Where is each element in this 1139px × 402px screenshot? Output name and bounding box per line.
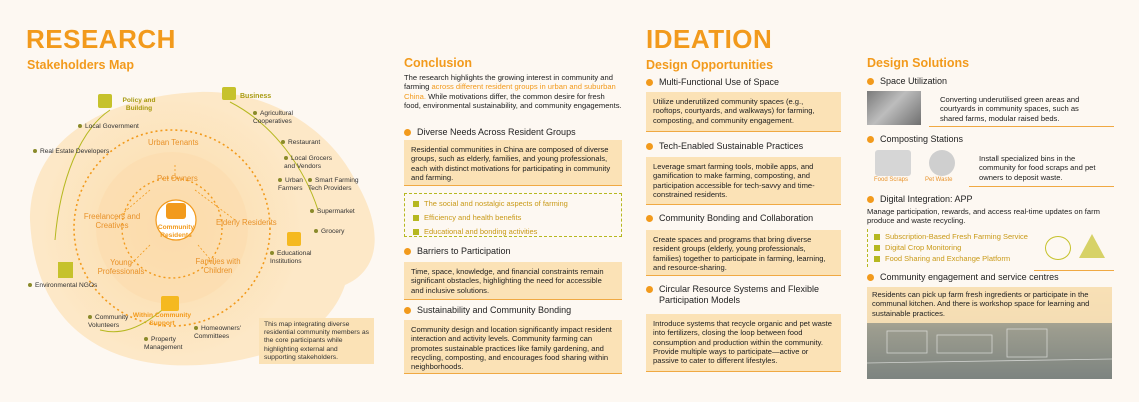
local-government: Local Government	[78, 123, 139, 130]
space-heading: Space Utilization	[867, 76, 947, 86]
food-scraps-icon	[875, 150, 911, 176]
real-estate: Real Estate Developers	[33, 148, 109, 155]
homeowners-committees: Homeowners' Committees	[194, 325, 242, 340]
ring-pet-owners: Pet Owners	[157, 174, 198, 183]
conclusion-card-2: Time, space, knowledge, and financial constraints remain significant obstacles, highlighting the need for accessible and inclusive solutions.	[404, 262, 622, 300]
network-icon	[1045, 236, 1071, 260]
app-divider	[1034, 270, 1114, 271]
urban-farmers: Urban Farmers	[278, 177, 303, 192]
conclusion-heading-2: Barriers to Participation	[404, 246, 511, 256]
opp-card-1: Utilize underutilized community spaces (e.g., rooftops, courtyards, and walkways) for farming, composting, and community engagement.	[646, 92, 841, 132]
conclusion-card-3: Community design and location significantly impact resident interaction and activity levels. Community farming can promotes sustainable practices like family gardening, and recycling, composting, and encourages food sharing within neighborhoods.	[404, 320, 622, 374]
app-heading: Digital Integration: APP	[867, 194, 973, 204]
ring-young: Young Professionals	[97, 258, 145, 276]
business-label: Business	[240, 93, 272, 100]
app-feature-list	[867, 229, 1037, 267]
food-scraps-label: Food Scraps	[874, 177, 909, 183]
house-icon	[166, 203, 186, 219]
env-ngos: Environmental NGOs	[28, 282, 97, 289]
agri-coop: Agricultural Cooperatives	[253, 110, 293, 125]
city-building-icon	[58, 262, 73, 278]
conclusion-card-1: Residential communities in China are composed of diverse groups, such as elderly, families, and young professionals, each with distinct motivations for participating in community and farming.	[404, 140, 622, 186]
conclusion-title: Conclusion	[404, 56, 473, 70]
app-text: Manage participation, rewards, and access real-time updates on farm produce and waste recycling.	[867, 207, 1100, 226]
opp-heading-1: Multi-Functional Use of Space	[646, 77, 779, 87]
grocery: Grocery	[314, 228, 344, 235]
conclusion-heading-1: Diverse Needs Across Resident Groups	[404, 127, 576, 137]
community-support-icon	[161, 296, 179, 311]
community-volunteers: Community Volunteers	[88, 314, 129, 329]
solutions-title: Design Solutions	[867, 56, 970, 70]
ring-freelancers: Freelancers and Creatives	[83, 212, 141, 230]
smart-farming: Smart Farming Tech Providers	[308, 177, 359, 192]
pet-waste-label: Pet Waste	[925, 177, 953, 183]
ideation-title: IDEATION	[646, 24, 773, 54]
opp-heading-3: Community Bonding and Collaboration	[646, 213, 813, 223]
policy-building-label: Policy and Building	[122, 97, 156, 112]
ring-elderly: Elderly Residents	[216, 218, 277, 227]
opp-heading-2: Tech-Enabled Sustainable Practices	[646, 141, 803, 151]
map-note: This map integrating diverse residential community members as the core participants while highlighting external and supporting stakeholders.	[259, 318, 374, 364]
motivation-list	[404, 193, 622, 237]
opp-card-4: Introduce systems that recycle organic and pet waste into fertilizers, closing the loop between food consumption and production within the community. Provide multiple ways to participate—active or passive to cater to different lifestyles.	[646, 314, 841, 372]
opp-heading-4: Circular Resource Systems and Flexible Participation Models	[646, 284, 846, 306]
ring-urban-tenants: Urban Tenants	[148, 138, 199, 147]
conclusion-heading-3: Sustainability and Community Bonding	[404, 305, 571, 315]
ring-families: Families with Children	[195, 257, 241, 275]
space-text: Converting underutilised green areas and courtyards in community spaces, such as shared farms, modular raised beds.	[929, 91, 1114, 127]
center-label: Community Residents	[157, 224, 195, 239]
restaurant: Restaurant	[281, 139, 320, 146]
pet-icon	[929, 150, 955, 176]
motivation-item: Educational and bonding activities	[413, 227, 613, 236]
opp-card-2: Leverage smart farming tools, mobile apps, and gamification to make farming, composting, and participation accessible for tech-savvy and time-constrained residents.	[646, 157, 841, 205]
compost-heading: Composting Stations	[867, 134, 963, 144]
app-feature-item: Digital Crop Monitoring	[874, 243, 1031, 252]
farm-tool-icon	[1079, 234, 1105, 258]
property-management: Property Management	[144, 336, 183, 351]
edu-institutions: Educational Institutions	[270, 250, 312, 265]
engage-heading: Community engagement and service centres	[867, 272, 1059, 282]
stakeholders-map-title: Stakeholders Map	[27, 58, 134, 72]
grocers: Local Grocers and Vendors	[284, 155, 333, 170]
supermarket: Supermarket	[310, 208, 355, 215]
research-title: RESEARCH	[26, 24, 176, 54]
opportunities-title: Design Opportunities	[646, 58, 774, 72]
conclusion-intro: The research highlights the growing interest in community and farming across different resident groups in urban and suburban China. While motivations differ, the common desire for fresh food, environmental sustainability, and community engagements.	[404, 73, 622, 110]
opp-card-3: Create spaces and programs that bring diverse resident groups (elderly, young professionals, families) together to participate in farming, learning, and resource-sharing.	[646, 230, 841, 276]
site-plan-lines	[867, 323, 1112, 379]
engage-text: Residents can pick up farm fresh ingredients or participate in the communal kitchen. And there is workshop space for learning and sustainable practices.	[867, 287, 1112, 323]
service-centre-photo	[867, 287, 1112, 379]
within-community-label: Within Community Support	[132, 312, 192, 327]
business-briefcase-icon	[222, 87, 236, 100]
courtyard-photo	[867, 91, 921, 125]
motivation-item: Efficiency and health benefits	[413, 213, 613, 222]
school-icon	[287, 232, 301, 246]
policy-building-icon	[98, 94, 112, 108]
compost-text: Install specialized bins in the community for food scraps and pet owners to deposit waste.	[969, 151, 1114, 187]
app-feature-item: Food Sharing and Exchange Platform	[874, 254, 1031, 263]
motivation-item: The social and nostalgic aspects of farming	[413, 199, 613, 208]
app-feature-item: Subscription-Based Fresh Farming Service	[874, 232, 1031, 241]
